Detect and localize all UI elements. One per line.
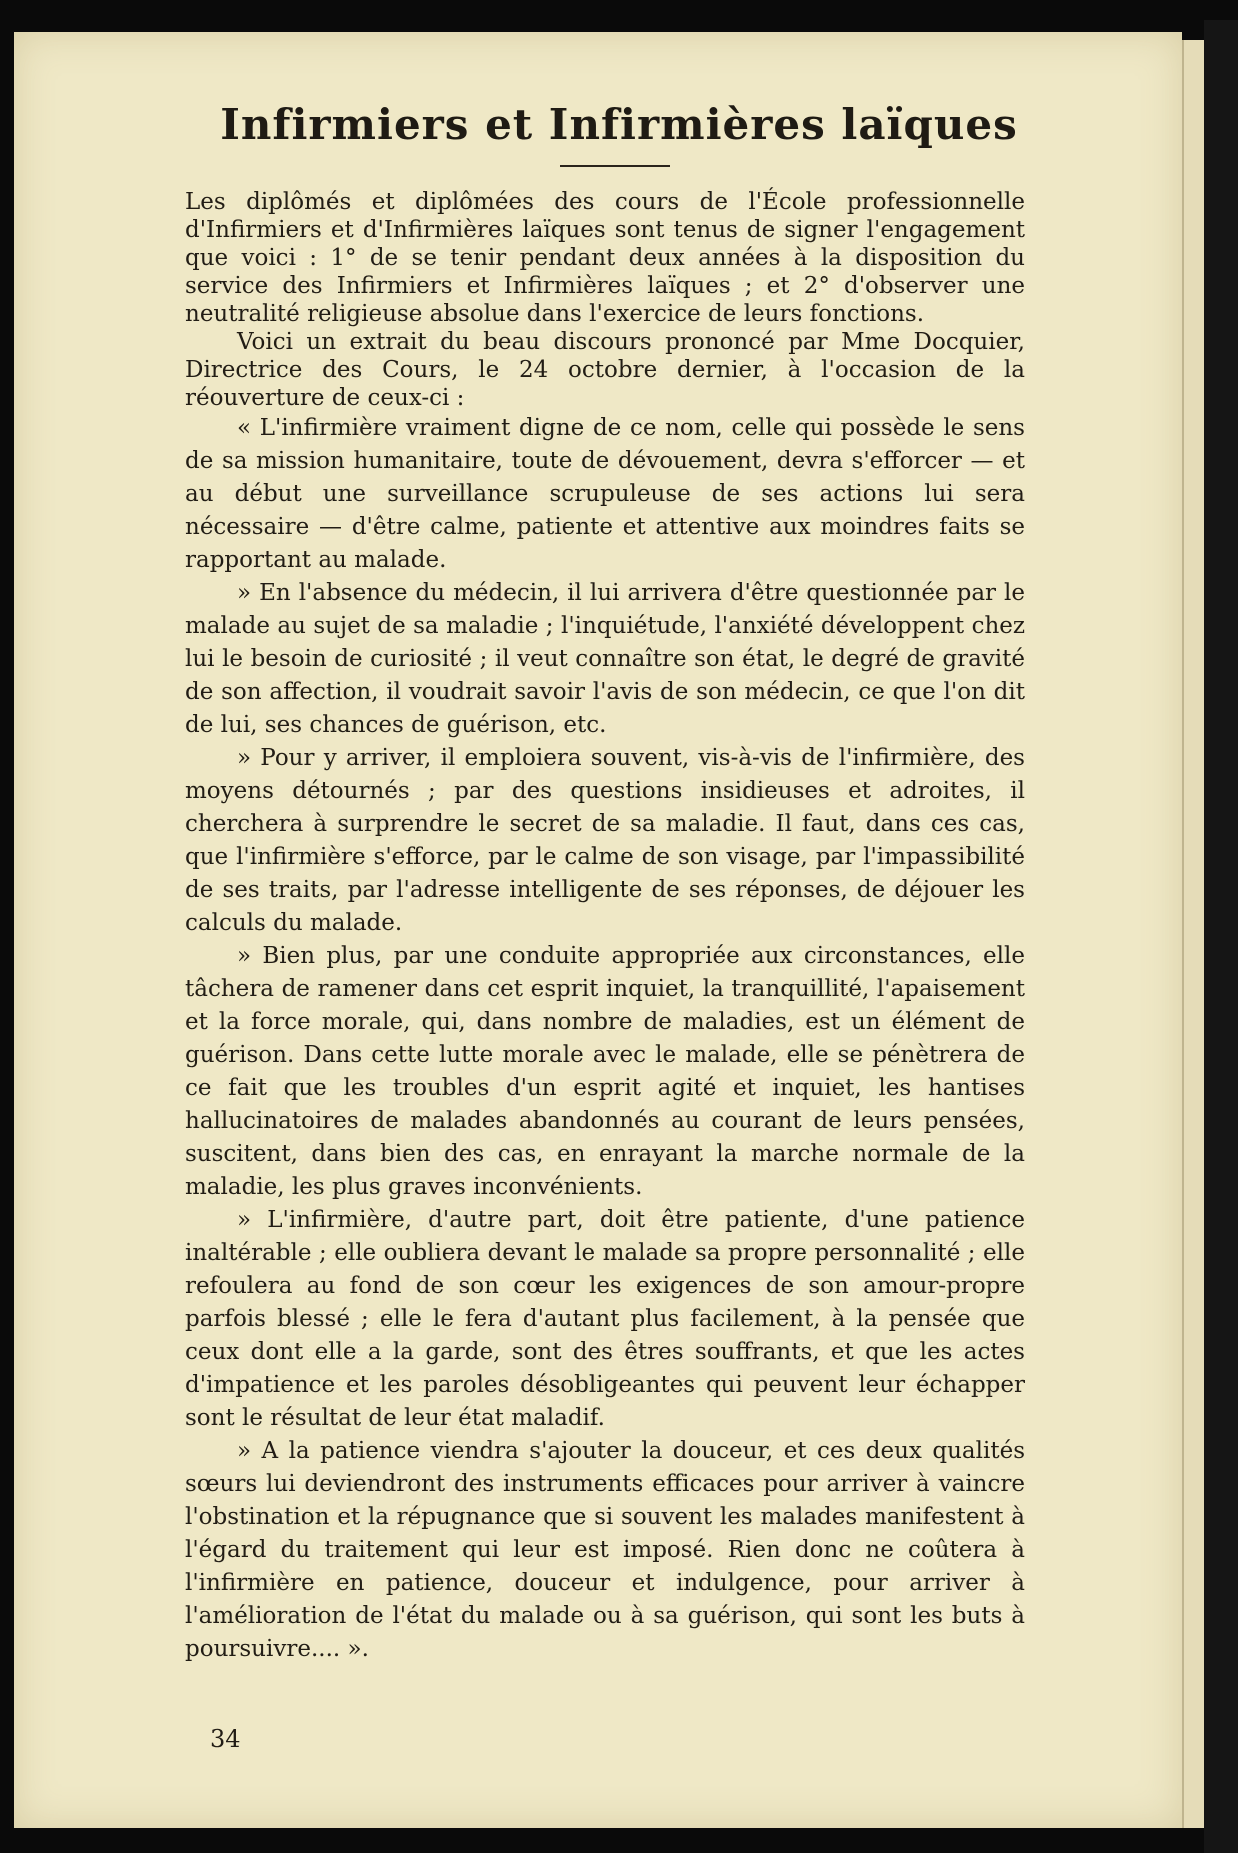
title-rule bbox=[560, 165, 670, 167]
paragraph-quote-3: » Pour y arriver, il emploiera souvent, vis-à-vis de l'infirmière, des moyens détournés ; par des questions insidieuses et adroites, il cherchera à surprendre le secret de sa maladie. Il faut, dans ces cas, que l'infirmière s'efforce, par le calme de son visage, par l'impassibilité de ses traits, par l'adresse intelligente de ses réponses, de déjouer les calculs du malade. bbox=[185, 745, 1025, 936]
page-title: Infirmiers et Infirmières laïques bbox=[220, 100, 1018, 149]
paragraph-discours-intro: Voici un extrait du beau discours prononcé par Mme Docquier, Directrice des Cours, le 24 octobre dernier, à l'occasion de la réouverture de ceux-ci : bbox=[185, 329, 1025, 411]
paragraph-quote-2: » En l'absence du médecin, il lui arrivera d'être questionnée par le malade au sujet de sa maladie ; l'inquiétude, l'anxiété développent chez lui le besoin de curiosité ; il veut connaître son état, le degré de gravité de son affection, il voudrait savoir l'avis de son médecin, ce que l'on dit de lui, ses chances de guérison, etc. bbox=[185, 580, 1025, 738]
paragraph-engagement: Les diplômés et diplômées des cours de l'École professionnelle d'Infirmiers et d'Infirmières laïques sont tenus de signer l'engagement que voici : 1° de se tenir pendant deux années à la disposition du service des Infirmiers et Infirmières laïques ; et 2° d'observer une neutralité religieuse absolue dans l'exercice de leurs fonctions. bbox=[185, 189, 1025, 327]
adjacent-page-edge bbox=[1182, 40, 1206, 1828]
article-body bbox=[185, 188, 1025, 1666]
scan-border bbox=[1204, 20, 1238, 1853]
paragraph-quote-4: » Bien plus, par une conduite appropriée aux circonstances, elle tâchera de ramener dans cet esprit inquiet, la tranquillité, l'apaisement et la force morale, qui, dans nombre de maladies, est un élément de guérison. Dans cette lutte morale avec le malade, elle se pénètrera de ce fait que les troubles d'un esprit agité et inquiet, les hantises hallucinatoires de malades abandonnés au courant de leurs pensées, suscitent, dans bien des cas, en enrayant la marche normale de la maladie, les plus graves inconvénients. bbox=[185, 943, 1025, 1200]
paragraph-quote-5: » L'infirmière, d'autre part, doit être patiente, d'une patience inaltérable ; elle oubliera devant le malade sa propre personnalité ; elle refoulera au fond de son cœur les exigences de son amour-propre parfois blessé ; elle le fera d'autant plus facilement, à la pensée que ceux dont elle a la garde, sont des êtres souffrants, et que les actes d'impatience et les paroles désobligeantes qui peuvent leur échapper sont le résultat de leur état maladif. bbox=[185, 1207, 1025, 1431]
page-number: 34 bbox=[210, 1725, 241, 1753]
paragraph-quote-1: « L'infirmière vraiment digne de ce nom, celle qui possède le sens de sa mission humanitaire, toute de dévouement, devra s'efforcer — et au début une surveillance scrupuleuse de ses actions lui sera nécessaire — d'être calme, patiente et attentive aux moindres faits se rapportant au malade. bbox=[185, 415, 1025, 573]
paragraph-quote-6: » A la patience viendra s'ajouter la douceur, et ces deux qualités sœurs lui deviendront des instruments efficaces pour arriver à vaincre l'obstination et la répugnance que si souvent les malades manifestent à l'égard du traitement qui leur est imposé. Rien donc ne coûtera à l'infirmière en patience, douceur et indulgence, pour arriver à l'amélioration de l'état du malade ou à sa guérison, qui sont les buts à poursuivre.... ». bbox=[185, 1438, 1025, 1662]
